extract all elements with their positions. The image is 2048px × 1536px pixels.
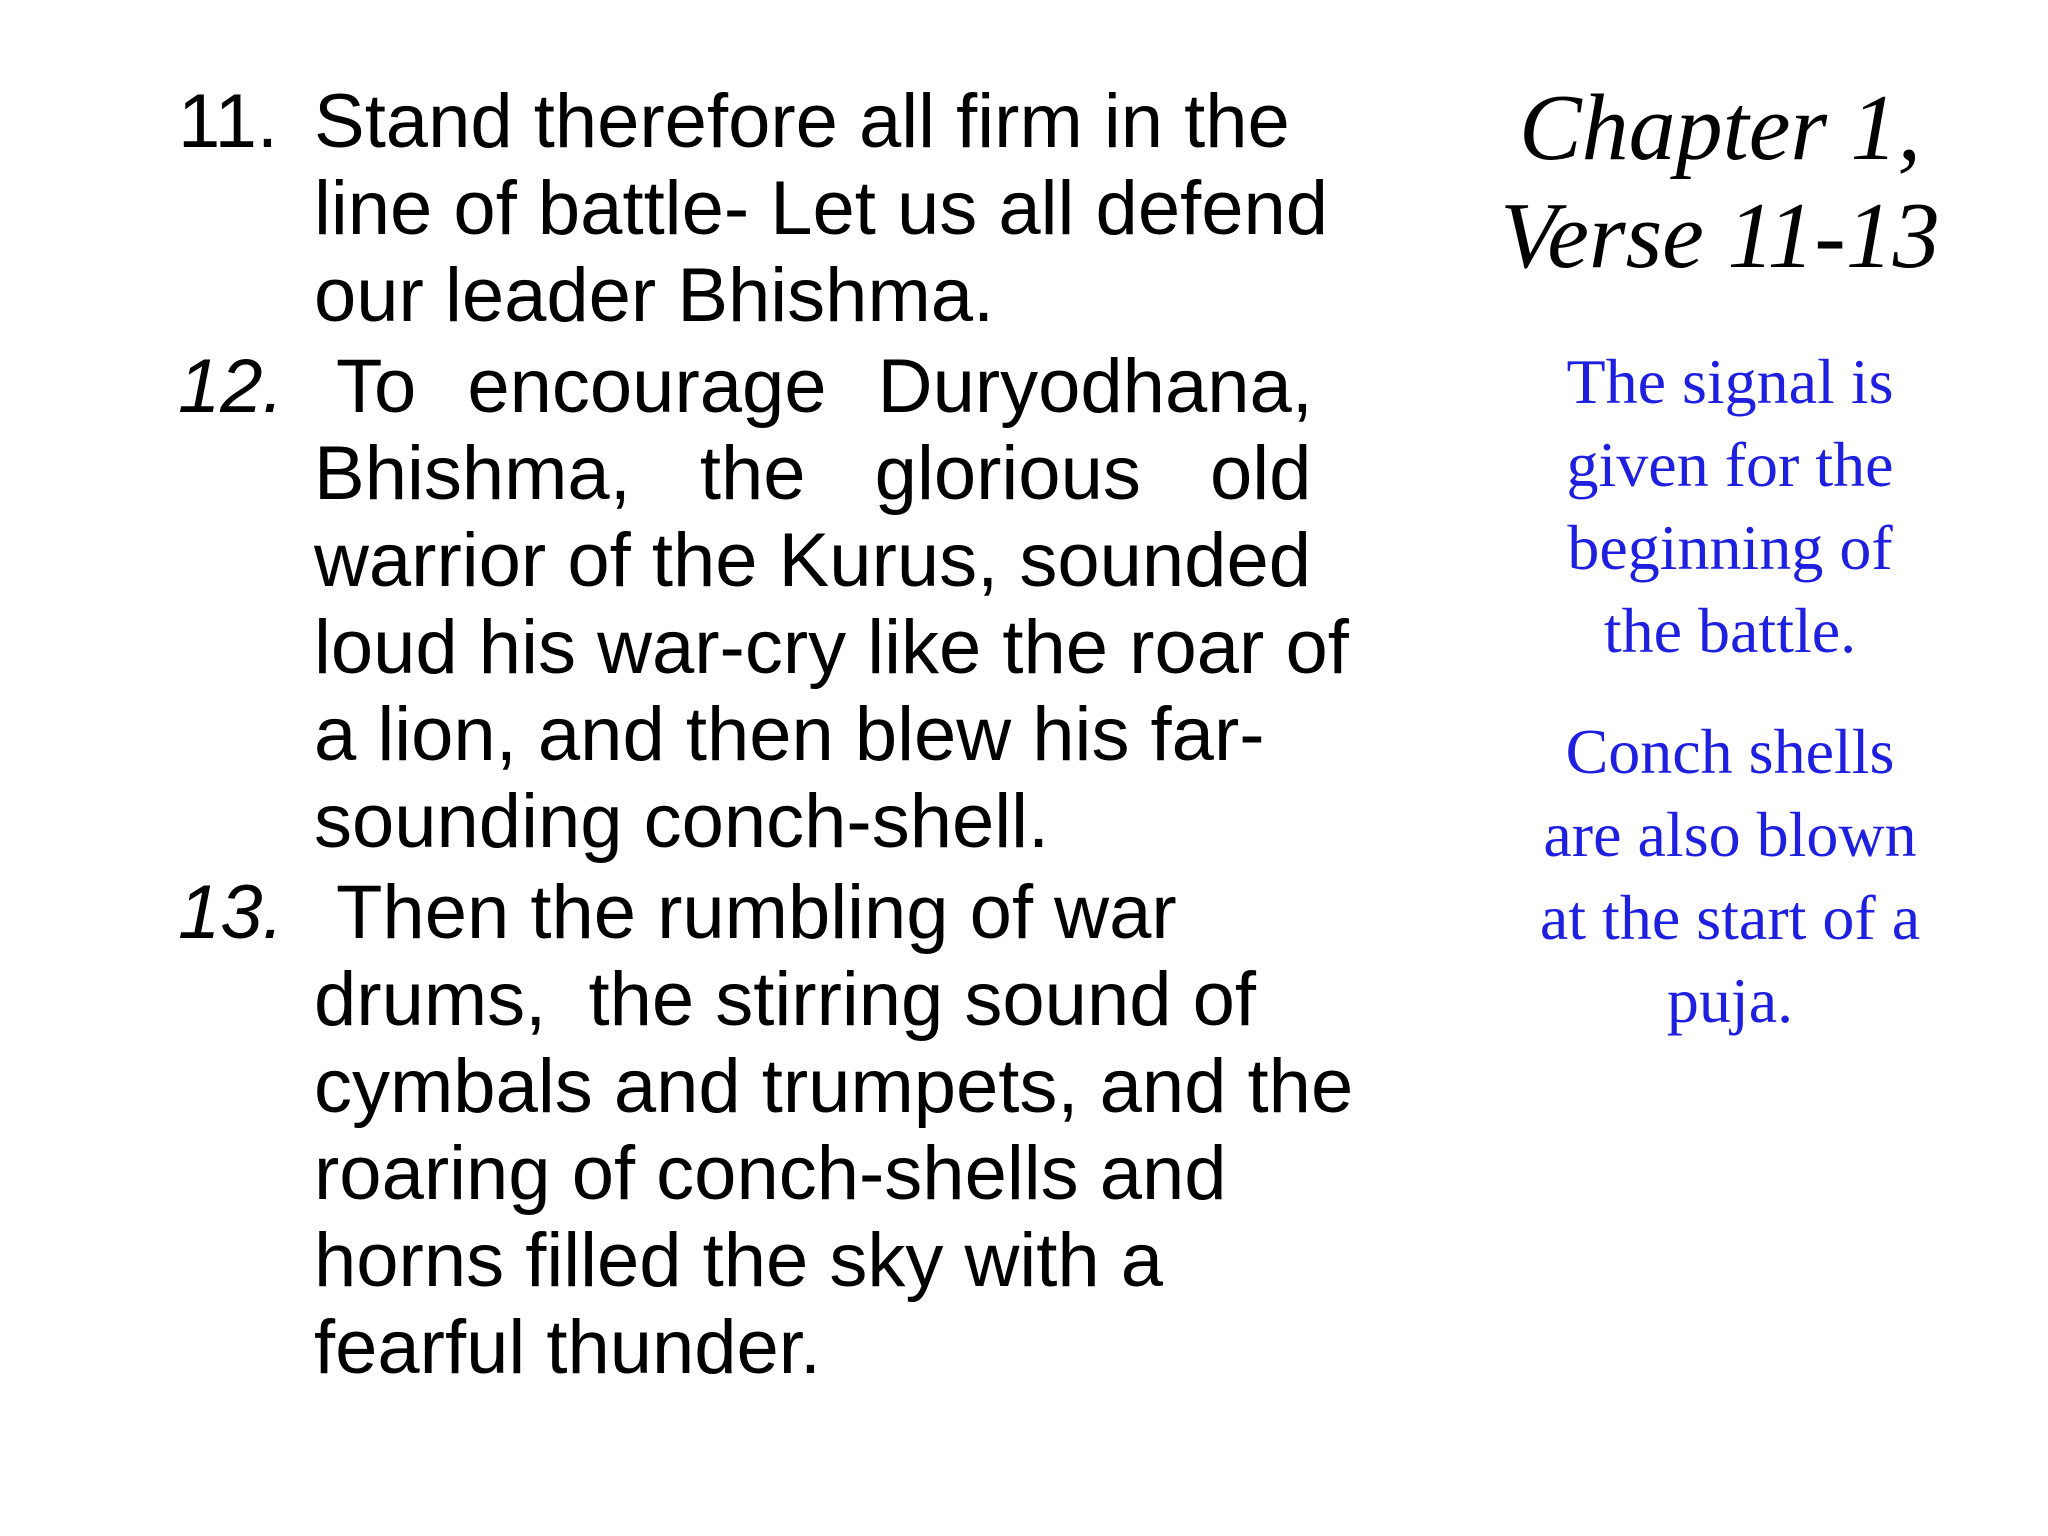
verse-line: loud his war-cry like the roar of: [314, 605, 1349, 690]
verse-line: sounding conch-shell.: [314, 779, 1050, 864]
verse-line: Stand therefore all firm in the: [314, 79, 1290, 164]
side-note-conch: [1470, 710, 1990, 1042]
verse-line: horns filled the sky with a: [314, 1218, 1164, 1303]
verse-number: 13.: [178, 870, 284, 955]
side-note-signal: [1470, 340, 1990, 672]
note-line: The signal is: [1566, 346, 1894, 417]
verse-line: line of battle- Let us all defend: [314, 166, 1329, 251]
verse-line: fearful thunder.: [314, 1305, 822, 1390]
verse-number: 11.: [178, 79, 279, 164]
verse-line: a lion, and then blew his far-: [314, 692, 1265, 777]
verse-line: To encourage Duryodhana,: [336, 344, 1313, 429]
verse-line: warrior of the Kurus, sounded: [314, 518, 1311, 603]
note-line: given for the: [1566, 429, 1894, 500]
note-line: the battle.: [1603, 595, 1857, 666]
note-line: beginning of: [1567, 512, 1893, 583]
note-line: Conch shells: [1565, 716, 1895, 787]
heading-line: Chapter 1,: [1518, 76, 1922, 180]
verse-line: Then the rumbling of war: [336, 870, 1177, 955]
chapter-heading: [1440, 74, 2000, 290]
verse-12: [178, 343, 1438, 865]
note-line: puja.: [1666, 965, 1794, 1036]
note-line: at the start of a: [1539, 882, 1921, 953]
verse-13: [178, 869, 1438, 1391]
verse-line: roaring of conch-shells and: [314, 1131, 1227, 1216]
verse-line: drums, the stirring sound of: [314, 957, 1256, 1042]
verse-line: Bhishma, the glorious old: [314, 431, 1312, 516]
verse-list: [178, 78, 1438, 1391]
verse-line: cymbals and trumpets, and the: [314, 1044, 1354, 1129]
note-line: are also blown: [1543, 799, 1917, 870]
verse-line: our leader Bhishma.: [314, 253, 995, 338]
verse-number: 12.: [178, 344, 284, 429]
heading-line: Verse 11-13: [1500, 184, 1940, 288]
verse-11: [178, 78, 1438, 339]
